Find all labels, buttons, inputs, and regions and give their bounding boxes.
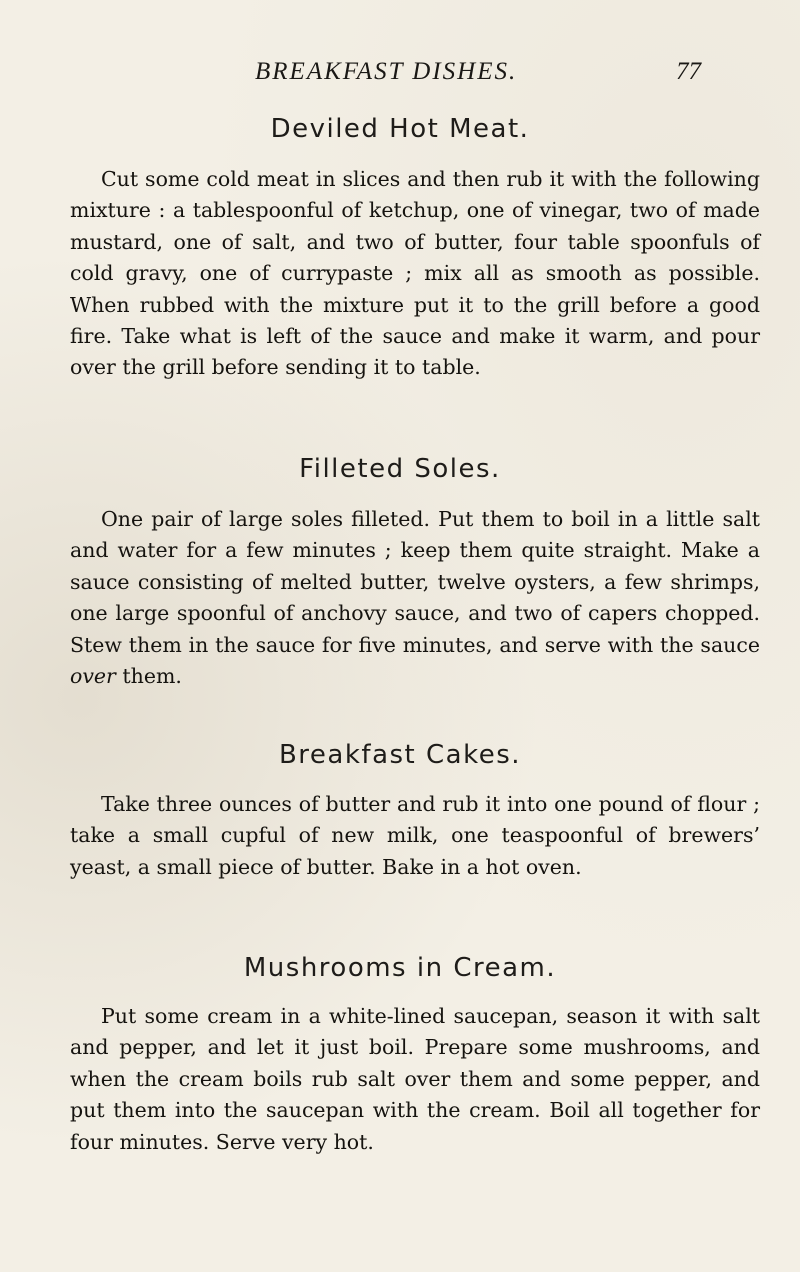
recipe-heading-mushrooms-in-cream: Mushrooms in Cream.: [243, 953, 557, 983]
running-title: BREAKFAST DISHES.: [255, 58, 518, 85]
recipe-body-deviled-hot-meat: Cut some cold meat in slices and then rub it with the following mixture : a tablespoonful of ketchup, one of vinegar, two of made mustard, one of salt, and two of butter, four table spoonfuls of cold gravy, one of currypaste ; mix all as smooth as possible. When rubbed with the mixture put it to the grill before a good fire. Take what is left of the sauce and make it warm, and pour over the grill before sending it to table.: [70, 167, 760, 380]
recipe-body-filleted-soles-text: One pair of large soles filleted. Put them to boil in a little salt and water for a few minutes ; keep them quite straight. Make a sauce consisting of melted butter, twelve oysters, a few shrimps, one large spoonful of anchovy sauce, and two of capers chopped. Stew them in the sauce for five minutes, and serve with the sauce: [70, 507, 760, 657]
recipe-body-breakfast-cakes: Take three ounces of butter and rub it into one pound of flour ; take a small cupful of new milk, one teaspoonful of brewers’ yeast, a small piece of butter. Bake in a hot oven.: [70, 792, 760, 879]
running-head: [0, 58, 800, 98]
recipe-heading-filleted-soles: Filleted Soles.: [299, 454, 501, 484]
recipe-body-mushrooms-in-cream: Put some cream in a white-lined saucepan, season it with salt and pepper, and let it just boil. Prepare some mushrooms, and when the cream boils rub salt over them and some pepper, and put them into the saucepan with the cream. Boil all together for four minutes. Serve very hot.: [70, 1004, 760, 1154]
page-number: 77: [676, 58, 701, 85]
recipe-body-filleted-soles: [70, 504, 760, 692]
recipe-heading-deviled-hot-meat: Deviled Hot Meat.: [270, 114, 530, 144]
recipe-body-filleted-soles-emphasis: over: [70, 664, 116, 689]
recipe-heading-breakfast-cakes: Breakfast Cakes.: [278, 740, 522, 770]
recipe-body-filleted-soles-end: them.: [115, 664, 182, 689]
